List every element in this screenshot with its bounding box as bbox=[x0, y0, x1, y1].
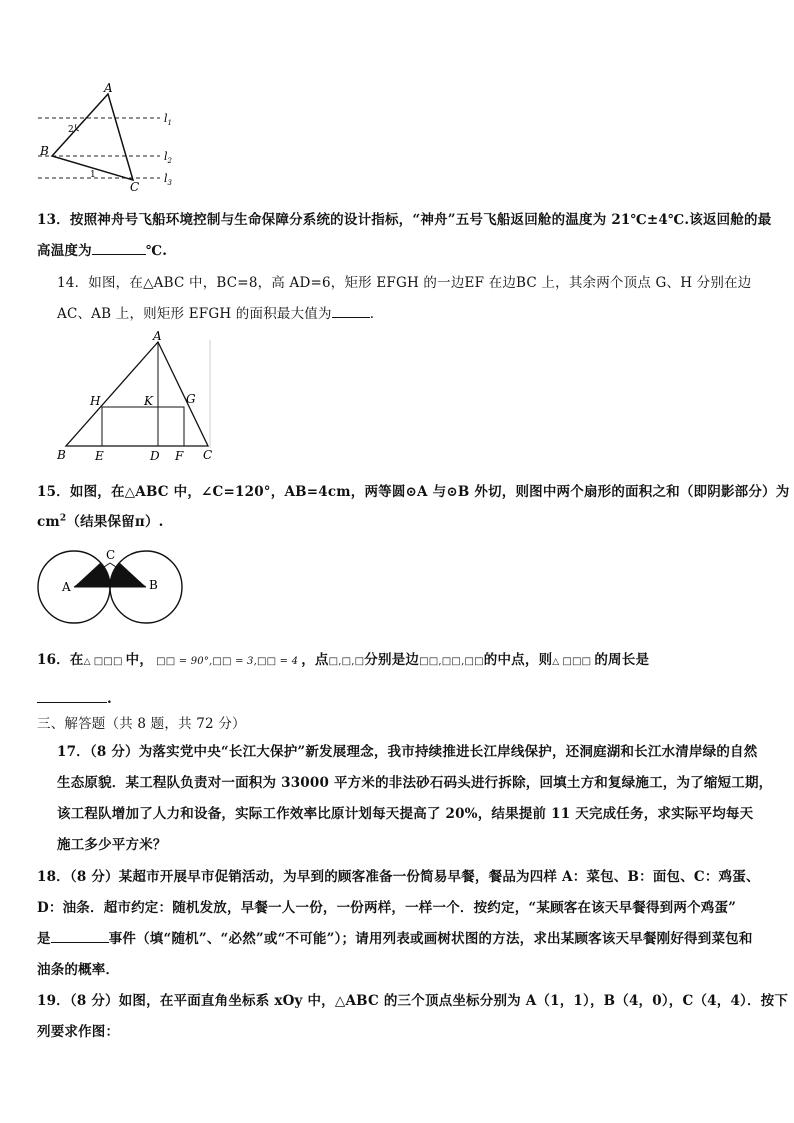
label-D: D bbox=[150, 449, 160, 463]
q16-part3: ，点 bbox=[301, 652, 329, 668]
label-K: K bbox=[144, 394, 153, 408]
q18-line3 bbox=[37, 927, 753, 947]
q17-line2: 生态原貌．某工程队负责对一面积为 33000 平方米的非法砂石码头进行拆除，回填土方和复绿施工，为了缩短工期， bbox=[57, 775, 773, 791]
q16-points: □,□,□ bbox=[328, 656, 365, 667]
parallel-lines-triangle-figure bbox=[30, 80, 190, 192]
q16-line2-post: . bbox=[107, 691, 112, 707]
label-A: A bbox=[62, 580, 71, 594]
q18-line3-pre: 是 bbox=[37, 931, 51, 947]
q16-line1 bbox=[37, 648, 649, 668]
label-angle-2: 2 bbox=[68, 125, 74, 135]
q16-box1: □□□ bbox=[93, 656, 123, 667]
section-title: 三、解答题（共 8 题，共 72 分） bbox=[37, 716, 246, 732]
q14-line2 bbox=[57, 302, 374, 322]
q18-line3-post: 事件（填“随机”、“必然”或“不可能”）；请用列表或画树状图的方法，求出某顾客该天早餐刚好得到菜包和 bbox=[108, 931, 753, 947]
label-A: A bbox=[153, 330, 162, 343]
label-l3: $l_3$ bbox=[164, 172, 172, 187]
label-l2: $l_2$ bbox=[164, 150, 172, 165]
q15-line2 bbox=[37, 510, 164, 530]
q17-line3: 该工程队增加了人力和设备，实际工作效率比原计划每天提高了 20%，结果提前 11 天完成任务，求实际平均每天 bbox=[57, 806, 754, 822]
q14-answer-blank bbox=[332, 305, 370, 318]
q16-tri1: △ bbox=[83, 657, 91, 667]
q15-unit: cm bbox=[37, 514, 60, 530]
q18-line4: 油条的概率． bbox=[37, 962, 120, 978]
label-G: G bbox=[186, 392, 196, 406]
label-C: C bbox=[106, 548, 116, 562]
q17-line4: 施工多少平方米？ bbox=[57, 837, 167, 853]
q14-line2-pre: AC、AB 上，则矩形 EFGH 的面积最大值为 bbox=[57, 306, 332, 322]
q15-line1: 15．如图，在△ABC 中，∠C=120°，AB=4cm，两等圆⊙A 与⊙B 外切，则图中两个扇形的面积之和（即阴影部分）为 bbox=[37, 484, 790, 500]
q16-part1: 16．在 bbox=[37, 652, 84, 668]
q15-line2-rest: （结果保留π）. bbox=[66, 514, 164, 530]
q18-line2: D：油条．超市约定：随机发放，早餐一人一份，一份两样，一样一个．按约定，“某顾客在该天早餐得到两个鸡蛋” bbox=[37, 900, 737, 916]
q13-line2 bbox=[37, 239, 167, 259]
label-angle-1: 1 bbox=[90, 170, 96, 180]
q18-answer-blank bbox=[51, 930, 109, 943]
q16-part2: 中， bbox=[125, 652, 154, 668]
q13-line2-pre: 高温度为 bbox=[37, 243, 92, 259]
q16-box2: □□□ bbox=[562, 656, 592, 667]
two-circles-figure bbox=[36, 545, 192, 653]
q16-sides: □□,□□,□□ bbox=[419, 656, 484, 667]
q13-line1: 13．按照神舟号飞船环境控制与生命保障分系统的设计指标，“神舟”五号飞船返回舱的温度为 21℃±4℃.该返回舱的最 bbox=[37, 212, 772, 228]
q15-unit-sup: 2 bbox=[59, 513, 67, 524]
label-E: E bbox=[95, 449, 104, 463]
q17-line1: 17．（8 分）为落实党中央“长江大保护”新发展理念，我市持续推进长江岸线保护，还洞庭湖和长江水清岸绿的自然 bbox=[57, 744, 758, 760]
label-A: A bbox=[104, 81, 113, 95]
q16-part6: 的周长是 bbox=[594, 652, 650, 668]
label-C: C bbox=[130, 180, 140, 192]
triangle-rectangle-figure bbox=[50, 330, 220, 465]
q16-tri2: △ bbox=[552, 657, 560, 667]
label-l1: $l_1$ bbox=[164, 112, 172, 127]
q16-part5: 的中点，则 bbox=[483, 652, 553, 668]
q19-line1: 19．（8 分）如图，在平面直角坐标系 xOy 中，△ABC 的三个顶点坐标分别为 A（1，1），B（4，0），C（4，4）．按下 bbox=[37, 993, 789, 1009]
q16-condition: □□ = 90°,□□ = 3,□□ = 4 bbox=[156, 656, 299, 667]
label-F: F bbox=[175, 449, 184, 463]
q14-line2-post: . bbox=[369, 306, 375, 322]
rectangle-efgh bbox=[102, 407, 184, 446]
label-B: B bbox=[149, 578, 158, 592]
q16-answer-blank bbox=[37, 690, 107, 703]
label-H: H bbox=[90, 394, 101, 408]
q16-part4: 分别是边 bbox=[364, 652, 420, 668]
q13-line2-post: ℃. bbox=[145, 243, 168, 259]
triangle-abc bbox=[52, 94, 133, 180]
label-B: B bbox=[57, 448, 66, 462]
q16-line2 bbox=[37, 690, 112, 707]
label-B: B bbox=[40, 144, 49, 158]
q18-line1: 18．（8 分）某超市开展早市促销活动，为早到的顾客准备一份简易早餐，餐品为四样 A：菜包、B：面包、C：鸡蛋、 bbox=[37, 869, 760, 885]
q14-line1: 14．如图，在△ABC 中，BC=8，高 AD=6，矩形 EFGH 的一边EF 在边BC 上，其余两个顶点 G、H 分别在边 bbox=[57, 275, 752, 291]
q19-line2: 列要求作图： bbox=[37, 1024, 120, 1040]
q13-answer-blank bbox=[92, 242, 146, 255]
label-C: C bbox=[203, 448, 213, 462]
